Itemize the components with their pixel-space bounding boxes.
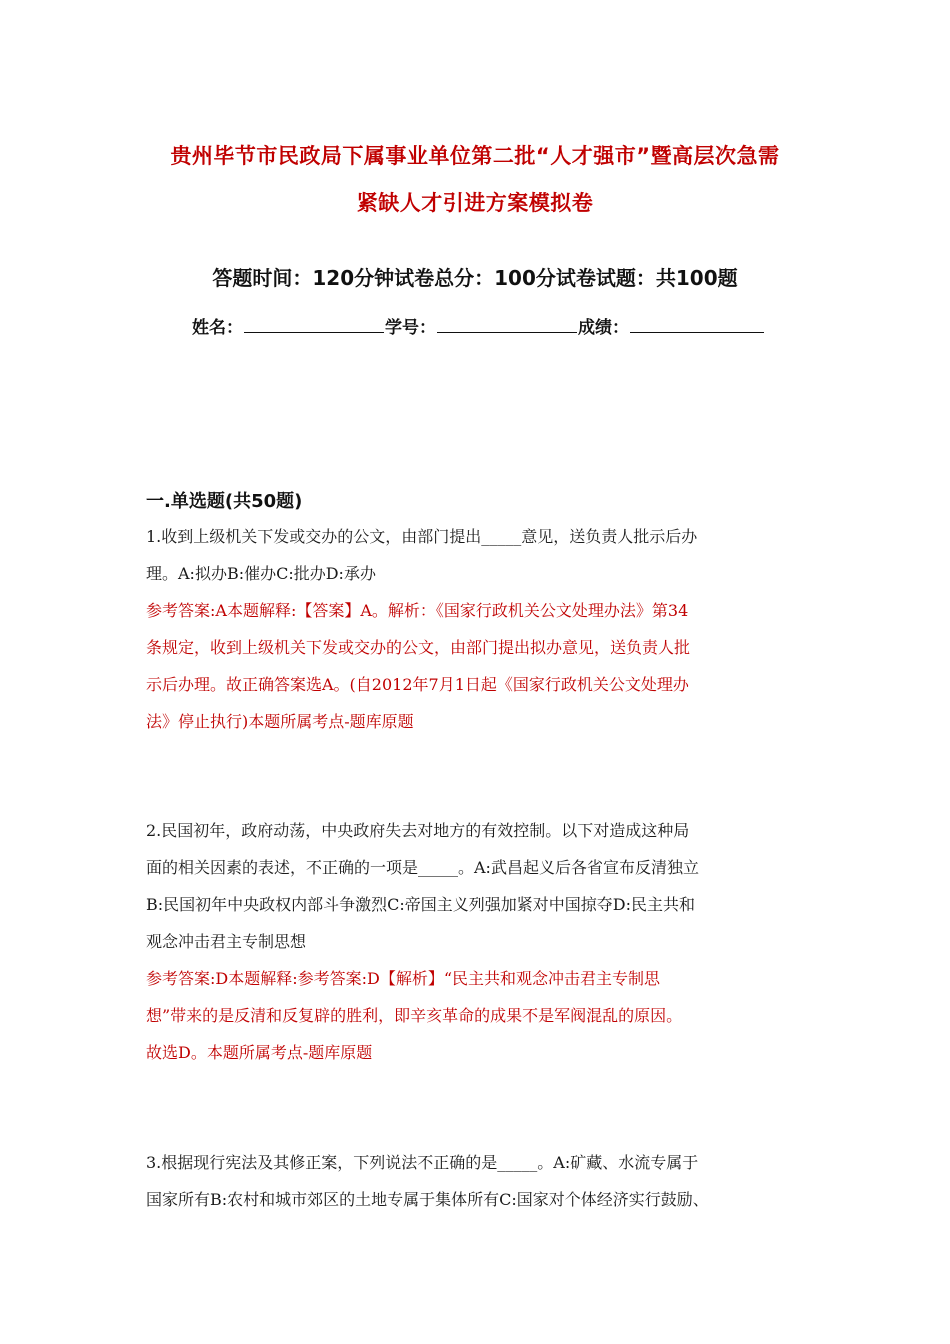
name-label: 姓名： — [192, 318, 243, 338]
answer-text-line: 示后办理。故正确答案选A。(自2012年7月1日起《国家行政机关公文处理办 — [146, 675, 689, 694]
answer-text-line: 条规定，收到上级机关下发或交办的公文，由部门提出拟办意见，送负责人批 — [146, 638, 691, 657]
question-text-line: 3.根据现行宪法及其修正案，下列说法不正确的是_____。A:矿藏、水流专属于 — [146, 1153, 699, 1172]
question-text-line: 理。A:拟办B:催办C:批办D:承办 — [146, 564, 376, 583]
question-text-line: B:民国初年中央政权内部斗争激烈C:帝国主义列强加紧对中国掠夺D:民主共和 — [146, 895, 696, 914]
question-2 — [146, 812, 816, 1071]
question-1 — [146, 518, 816, 740]
question-text-line: 观念冲击君主专制思想 — [146, 932, 307, 951]
student-id-blank — [437, 316, 577, 333]
document-title-line-2: 紧缺人才引进方案模拟卷 — [356, 191, 594, 215]
name-blank — [244, 316, 384, 333]
question-text-line: 国家所有B:农村和城市郊区的土地专属于集体所有C:国家对个体经济实行鼓励、 — [146, 1190, 709, 1209]
question-text-line: 1.收到上级机关下发或交办的公文，由部门提出_____意见，送负责人批示后办 — [146, 527, 698, 546]
section-heading: 一.单选题(共50题) — [146, 491, 303, 512]
answer-text-line: 想”带来的是反清和反复辟的胜利，即辛亥革命的成果不是军阀混乱的原因。 — [146, 1006, 683, 1025]
question-3 — [146, 1144, 816, 1218]
score-blank — [630, 316, 764, 333]
answer-text-line: 参考答案:D本题解释:参考答案:D【解析】“民主共和观念冲击君主专制思 — [146, 969, 661, 988]
student-info-line — [192, 313, 765, 338]
answer-text-line: 法》停止执行)本题所属考点-题库原题 — [146, 712, 414, 731]
question-text-line: 2.民国初年，政府动荡，中央政府失去对地方的有效控制。以下对造成这种局 — [146, 821, 690, 840]
student-id-label: 学号： — [385, 318, 436, 338]
score-label: 成绩： — [578, 318, 629, 338]
exam-meta: 答题时间：120分钟试卷总分：100分试卷试题：共100题 — [212, 266, 738, 290]
question-text-line: 面的相关因素的表述，不正确的一项是_____。A:武昌起义后各省宣布反清独立 — [146, 858, 699, 877]
document-title-line-1: 贵州毕节市民政局下属事业单位第二批“人才强市”暨高层次急需 — [170, 144, 780, 168]
answer-text-line: 故选D。本题所属考点-题库原题 — [146, 1043, 373, 1062]
answer-text-line: 参考答案:A本题解释:【答案】A。解析：《国家行政机关公文处理办法》第34 — [146, 601, 689, 620]
